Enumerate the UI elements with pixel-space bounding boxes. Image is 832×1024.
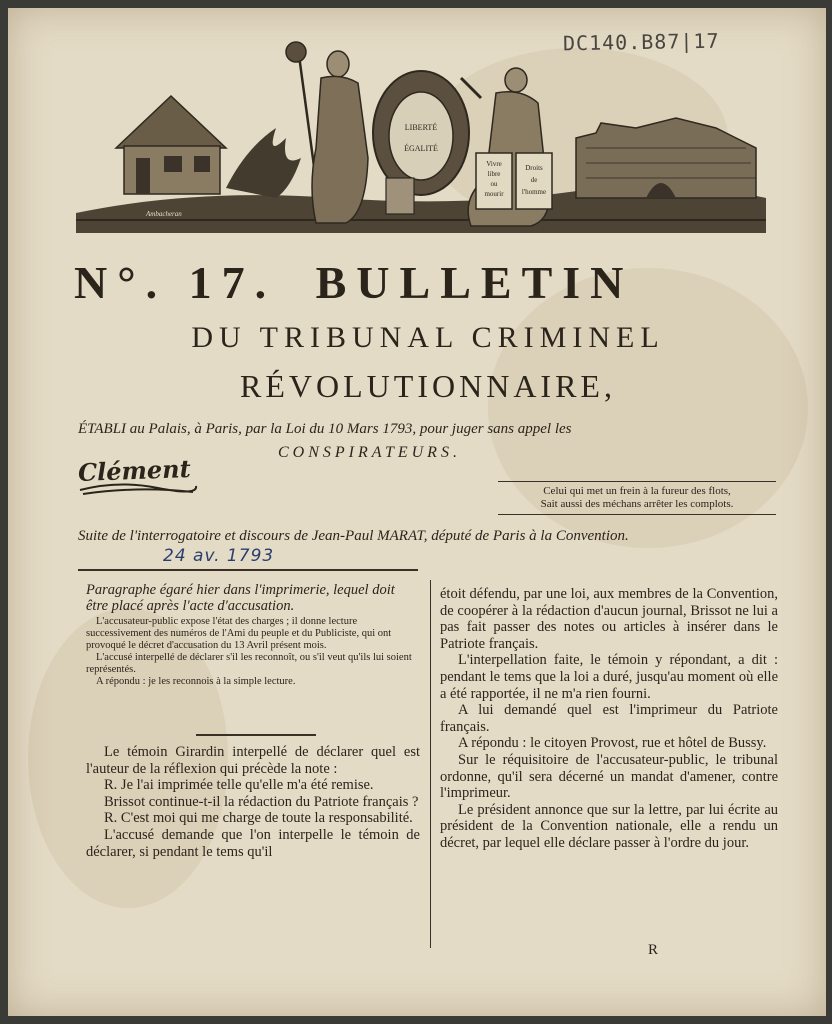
svg-text:libre: libre (487, 170, 501, 178)
paragraph: L'accusé demande que l'on interpelle le témoin de déclarer, si pendant le tems qu'il (86, 826, 420, 860)
paragraph: Le président annonce que sur la lettre, par lui écrite au président de la Convention nationale, elle a rendu un décret, par lequel elle déclare passer à l'ordre du jour. (440, 801, 778, 851)
paragraph: L'interpellation faite, le témoin y répondant, a dit : pendant le tems que la loi a duré, jusqu'au moment où elle a été rapportée, il ne m'a rien fourni. (440, 652, 778, 702)
paragraph: étoit défendu, par une loi, aux membres de la Convention, de coopérer à la rédaction d'aucun journal, Brissot ne lui a pas fait passer des notes ou articles à insérer dans le Patriote français. (440, 586, 778, 652)
title-main (74, 256, 774, 309)
paragraph: R. Je l'ai imprimée telle qu'elle m'a été remise. (104, 777, 374, 794)
banner-right-text: ÉGALITÉ (404, 144, 438, 153)
signature: Clément (77, 454, 192, 487)
paragraph: A lui demandé quel est l'imprimeur du Patriote français. (440, 702, 778, 735)
cottage-drawing (116, 96, 226, 194)
svg-text:l'homme: l'homme (521, 188, 547, 196)
svg-text:Vivre: Vivre (486, 160, 502, 168)
established-line: ÉTABLI au Palais, à Paris, par la Loi du 10 Mars 1793, pour juger sans appel les (78, 421, 572, 437)
engraver-signature: Ambacheran (146, 210, 182, 218)
medallion-drawing (373, 71, 469, 214)
rule-left (78, 569, 418, 571)
left-column (86, 582, 420, 860)
svg-text:de: de (530, 176, 538, 184)
svg-text:ou: ou (490, 180, 498, 188)
paragraph: A répondu : le citoyen Provost, rue et hôtel de Bussy. (458, 735, 767, 752)
newspaper-page (8, 8, 826, 1016)
conspirateurs-line: CONSPIRATEURS. (278, 444, 461, 461)
paragraph: Sur le réquisitoire de l'accusateur-public, le tribunal ordonne, qu'il sera décerné un mandat d'amener, contre l'imprimeur. (440, 751, 778, 802)
paragraph: Brissot continue-t-il la rédaction du Patriote français ? (104, 793, 419, 810)
small-paragraph: L'accusateur-public expose l'état des charges ; il donne lecture successivement des numéros de l'Ami du peuple et du Publiciste, qui ont provoqué le décret d'accusation du 13 Avril présent mois. (86, 616, 392, 651)
shelfmark: DC140.B87|17 (562, 28, 720, 56)
liberty-figure-drawing (286, 42, 368, 223)
motto-line-2: Sait aussi des méchans arrêter les complots. (540, 498, 734, 510)
banner-left-text: LIBERTÉ (404, 123, 438, 132)
paragraph: Le témoin Girardin interpellé de déclarer quel est l'auteur de la réflexion qui précède la note : (86, 744, 420, 777)
column-divider (430, 580, 431, 948)
ruins-drawing (576, 118, 756, 198)
engraved-vignette (76, 38, 766, 238)
left-body (86, 744, 420, 860)
right-column (440, 586, 778, 852)
motto-box (498, 481, 776, 515)
suite-heading: Suite de l'interrogatoire et discours de Jean-Paul MARAT, député de Paris à la Convention. (78, 528, 629, 544)
misplaced-paragraph-heading: Paragraphe égaré hier dans l'imprimerie, lequel doit être placé après l'acte d'accusation. (86, 582, 395, 614)
svg-text:mourir: mourir (484, 190, 504, 198)
paragraph: R. C'est moi qui me charge de toute la responsabilité. (104, 810, 413, 827)
section-rule (196, 734, 316, 736)
signature-mark: R (648, 942, 659, 958)
issue-number: N°. 17. (74, 257, 277, 308)
title-word: BULLETIN (315, 257, 634, 308)
title-subtitle: DU TRIBUNAL CRIMINEL (191, 321, 665, 354)
motto-line-1: Celui qui met un frein à la fureur des flots, (543, 485, 731, 497)
small-paragraph: L'accusé interpellé de déclarer s'il les reconnoît, ou s'il veut qu'ils lui soient représentés. (86, 652, 412, 675)
small-paragraph: A répondu : je les reconnois à la simple lecture. (96, 676, 296, 687)
title-subtitle-2: RÉVOLUTIONNAIRE, (240, 368, 616, 404)
handwritten-date: 24 av. 1793 (163, 546, 275, 566)
signature-flourish (78, 478, 198, 498)
svg-text:Droits: Droits (525, 164, 543, 172)
